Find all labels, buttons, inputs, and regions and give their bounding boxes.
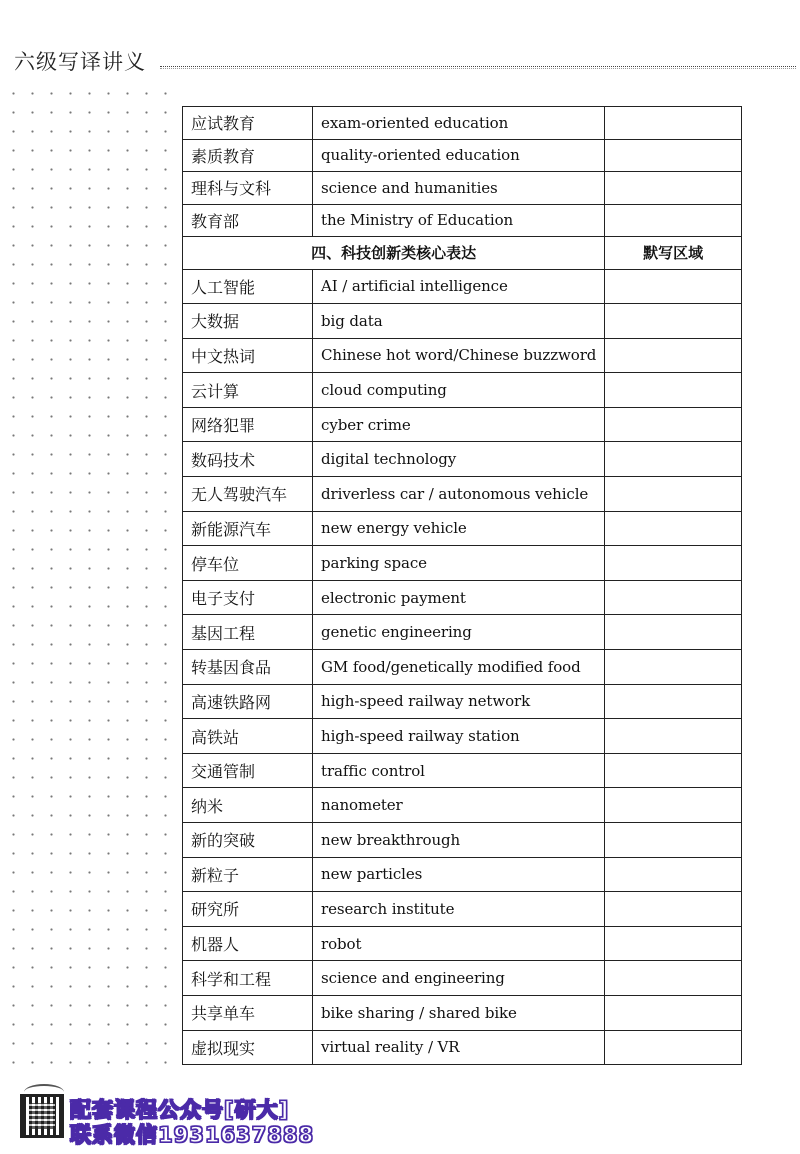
footer-promo-line2: 联系微信1931637888: [70, 1123, 315, 1147]
english-translation: traffic control: [313, 753, 605, 788]
vocab-row: [183, 477, 742, 512]
qr-code-image: [20, 1094, 64, 1138]
dictation-blank-cell[interactable]: [605, 304, 742, 339]
english-translation: virtual reality / VR: [313, 1030, 605, 1065]
dot-grid-margin: [0, 80, 170, 1080]
vocab-row: [183, 139, 742, 172]
vocab-row: [183, 926, 742, 961]
english-translation: new particles: [313, 857, 605, 892]
vocab-row: [183, 269, 742, 304]
vocab-row: [183, 961, 742, 996]
chinese-term: 转基因食品: [183, 650, 313, 685]
dictation-blank-cell[interactable]: [605, 338, 742, 373]
dictation-blank-cell[interactable]: [605, 172, 742, 205]
dictation-blank-cell[interactable]: [605, 107, 742, 140]
vocab-row: [183, 373, 742, 408]
english-translation: electronic payment: [313, 580, 605, 615]
chinese-term: 教育部: [183, 204, 313, 237]
chinese-term: 研究所: [183, 892, 313, 927]
chinese-term: 数码技术: [183, 442, 313, 477]
english-translation: high-speed railway network: [313, 684, 605, 719]
chinese-term: 新粒子: [183, 857, 313, 892]
page-header-title: 六级写译讲义: [14, 50, 146, 74]
chinese-term: 大数据: [183, 304, 313, 339]
english-translation: cyber crime: [313, 407, 605, 442]
vocab-row: [183, 995, 742, 1030]
vocab-row: [183, 338, 742, 373]
english-translation: digital technology: [313, 442, 605, 477]
dictation-blank-cell[interactable]: [605, 995, 742, 1030]
dictation-blank-cell[interactable]: [605, 684, 742, 719]
english-translation: science and engineering: [313, 961, 605, 996]
english-translation: driverless car / autonomous vehicle: [313, 477, 605, 512]
dictation-blank-cell[interactable]: [605, 139, 742, 172]
vocab-row: [183, 442, 742, 477]
english-translation: science and humanities: [313, 172, 605, 205]
chinese-term: 无人驾驶汽车: [183, 477, 313, 512]
vocab-row: [183, 172, 742, 205]
dictation-area-label: 默写区域: [605, 237, 742, 270]
chinese-term: 高铁站: [183, 719, 313, 754]
vocab-row: [183, 650, 742, 685]
dictation-blank-cell[interactable]: [605, 719, 742, 754]
dictation-blank-cell[interactable]: [605, 442, 742, 477]
dictation-blank-cell[interactable]: [605, 269, 742, 304]
vocab-row: [183, 546, 742, 581]
chinese-term: 停车位: [183, 546, 313, 581]
english-translation: Chinese hot word/Chinese buzzword: [313, 338, 605, 373]
english-translation: GM food/genetically modified food: [313, 650, 605, 685]
english-translation: exam-oriented education: [313, 107, 605, 140]
chinese-term: 理科与文科: [183, 172, 313, 205]
chinese-term: 高速铁路网: [183, 684, 313, 719]
vocab-row: [183, 107, 742, 140]
vocab-row: [183, 615, 742, 650]
dictation-blank-cell[interactable]: [605, 373, 742, 408]
dictation-blank-cell[interactable]: [605, 615, 742, 650]
chinese-term: 人工智能: [183, 269, 313, 304]
english-translation: the Ministry of Education: [313, 204, 605, 237]
dictation-blank-cell[interactable]: [605, 857, 742, 892]
dictation-blank-cell[interactable]: [605, 546, 742, 581]
chinese-term: 应试教育: [183, 107, 313, 140]
chinese-term: 云计算: [183, 373, 313, 408]
dictation-blank-cell[interactable]: [605, 753, 742, 788]
vocab-row: [183, 511, 742, 546]
english-translation: nanometer: [313, 788, 605, 823]
dictation-blank-cell[interactable]: [605, 892, 742, 927]
dictation-blank-cell[interactable]: [605, 961, 742, 996]
chinese-term: 机器人: [183, 926, 313, 961]
dictation-blank-cell[interactable]: [605, 823, 742, 858]
header-divider: [160, 66, 796, 67]
vocab-row: [183, 857, 742, 892]
dictation-blank-cell[interactable]: [605, 204, 742, 237]
vocab-row: [183, 753, 742, 788]
section-title: 四、科技创新类核心表达: [183, 237, 605, 270]
dictation-blank-cell[interactable]: [605, 511, 742, 546]
chinese-term: 纳米: [183, 788, 313, 823]
dictation-blank-cell[interactable]: [605, 926, 742, 961]
english-translation: parking space: [313, 546, 605, 581]
english-translation: robot: [313, 926, 605, 961]
vocab-row: [183, 204, 742, 237]
english-translation: big data: [313, 304, 605, 339]
chinese-term: 新的突破: [183, 823, 313, 858]
vocab-row: [183, 407, 742, 442]
dictation-blank-cell[interactable]: [605, 650, 742, 685]
english-translation: research institute: [313, 892, 605, 927]
vocabulary-table: [182, 106, 742, 1065]
english-translation: genetic engineering: [313, 615, 605, 650]
dictation-blank-cell[interactable]: [605, 1030, 742, 1065]
chinese-term: 中文热词: [183, 338, 313, 373]
dictation-blank-cell[interactable]: [605, 477, 742, 512]
english-translation: bike sharing / shared bike: [313, 995, 605, 1030]
chinese-term: 科学和工程: [183, 961, 313, 996]
header-divider-secondary: [160, 68, 796, 69]
chinese-term: 交通管制: [183, 753, 313, 788]
english-translation: new breakthrough: [313, 823, 605, 858]
vocab-row: [183, 892, 742, 927]
vocab-row: [183, 684, 742, 719]
vocab-row: [183, 788, 742, 823]
chinese-term: 新能源汽车: [183, 511, 313, 546]
dictation-blank-cell[interactable]: [605, 788, 742, 823]
english-translation: quality-oriented education: [313, 139, 605, 172]
english-translation: cloud computing: [313, 373, 605, 408]
section-header-row: [183, 237, 742, 270]
chinese-term: 素质教育: [183, 139, 313, 172]
vocab-row: [183, 823, 742, 858]
dictation-blank-cell[interactable]: [605, 580, 742, 615]
chinese-term: 电子支付: [183, 580, 313, 615]
chinese-term: 虚拟现实: [183, 1030, 313, 1065]
footer-promo-line1: 配套课程公众号[研大]: [70, 1098, 290, 1122]
vocab-row: [183, 1030, 742, 1065]
vocab-row: [183, 304, 742, 339]
dictation-blank-cell[interactable]: [605, 407, 742, 442]
english-translation: new energy vehicle: [313, 511, 605, 546]
vocab-row: [183, 719, 742, 754]
chinese-term: 基因工程: [183, 615, 313, 650]
chinese-term: 共享单车: [183, 995, 313, 1030]
chinese-term: 网络犯罪: [183, 407, 313, 442]
english-translation: AI / artificial intelligence: [313, 269, 605, 304]
vocab-row: [183, 580, 742, 615]
english-translation: high-speed railway station: [313, 719, 605, 754]
